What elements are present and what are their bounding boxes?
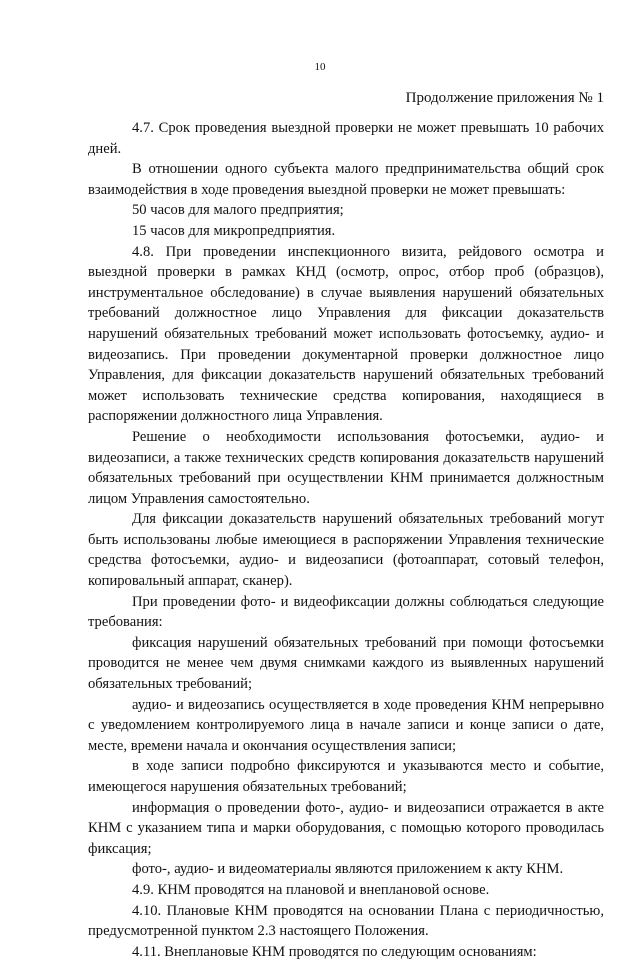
paragraph-requirement-act-info: информация о проведении фото-, аудио- и видеозаписи отражается в акте КНМ с указанием типа и марки оборудования, с помощью которого проводилась фиксация; bbox=[88, 799, 604, 857]
paragraph-small-business-limit: В отношении одного субъекта малого предпринимательства общий срок взаимодействия в ходе проведения выездной проверки не может превышать: bbox=[88, 161, 604, 198]
paragraph-micro-enterprise-hours: 15 часов для микропредприятия. bbox=[132, 222, 336, 239]
appendix-heading: Продолжение приложения № 1 bbox=[405, 90, 604, 106]
paragraph-requirements-intro: При проведении фото- и видеофиксации должны соблюдаться следующие требования: bbox=[88, 593, 604, 631]
paragraph-requirement-recording: в ходе записи подробно фиксируются и указываются место и событие, имеющегося нарушения обязательных требований; bbox=[88, 758, 604, 795]
paragraph-requirement-photo: фиксация нарушений обязательных требований при помощи фотосъемки проводится не менее чем двумя снимками каждого из выявленных нарушений обязательных требований; bbox=[88, 634, 604, 693]
page-number: 10 bbox=[314, 61, 326, 73]
paragraph-fixation-means: Для фиксации доказательств нарушений обязательных требований могут быть использованы любые имеющиеся в распоряжении Управления технические средства фотосъемки, аудио- и видеозаписи (фотоаппарат, сотовый телефон, копировальный аппарат, сканер). bbox=[88, 511, 604, 590]
paragraph-small-enterprise-hours: 50 часов для малого предприятия; bbox=[132, 202, 344, 219]
paragraph-4-7: 4.7. Срок проведения выездной проверки не может превышать 10 рабочих дней. bbox=[88, 120, 604, 157]
paragraph-4-9: 4.9. КНМ проводятся на плановой и внеплановой основе. bbox=[132, 881, 490, 898]
paragraph-requirement-attachments: фото-, аудио- и видеоматериалы являются приложением к акту КНМ. bbox=[132, 861, 564, 878]
document-body bbox=[88, 118, 604, 962]
paragraph-requirement-audio-video: аудио- и видеозапись осуществляется в ходе проведения КНМ непрерывно с уведомлением контролируемого лица в начале записи и конце записи о дате, месте, времени начала и окончания осуществления записи; bbox=[88, 696, 604, 754]
paragraph-4-11: 4.11. Внеплановые КНМ проводятся по следующим основаниям: bbox=[132, 943, 537, 960]
paragraph-4-10: 4.10. Плановые КНМ проводятся на основании Плана с периодичностью, предусмотренной пунктом 2.3 настоящего Положения. bbox=[88, 902, 604, 940]
paragraph-decision: Решение о необходимости использования фотосъемки, аудио- и видеозаписи, а также технических средств копирования доказательств нарушений обязательных требований при осуществлении КНМ принимается должностным лицом Управления самостоятельно. bbox=[88, 428, 604, 507]
paragraph-4-8: 4.8. При проведении инспекционного визита, рейдового осмотра и выездной проверки в рамках КНД (осмотр, опрос, отбор проб (образцов), инструментальное обследование) в случае выявления нарушений обязательных требований должностное лицо Управления для фиксации доказательств нарушений обязательных требований может использовать фотосъемку, аудио- и видеозапись. При проведении документарной проверки должностное лицо Управления, для фиксации доказательств нарушений обязательных требований может использовать технические средства копирования, находящиеся в распоряжении должностного лица Управления. bbox=[88, 243, 604, 425]
